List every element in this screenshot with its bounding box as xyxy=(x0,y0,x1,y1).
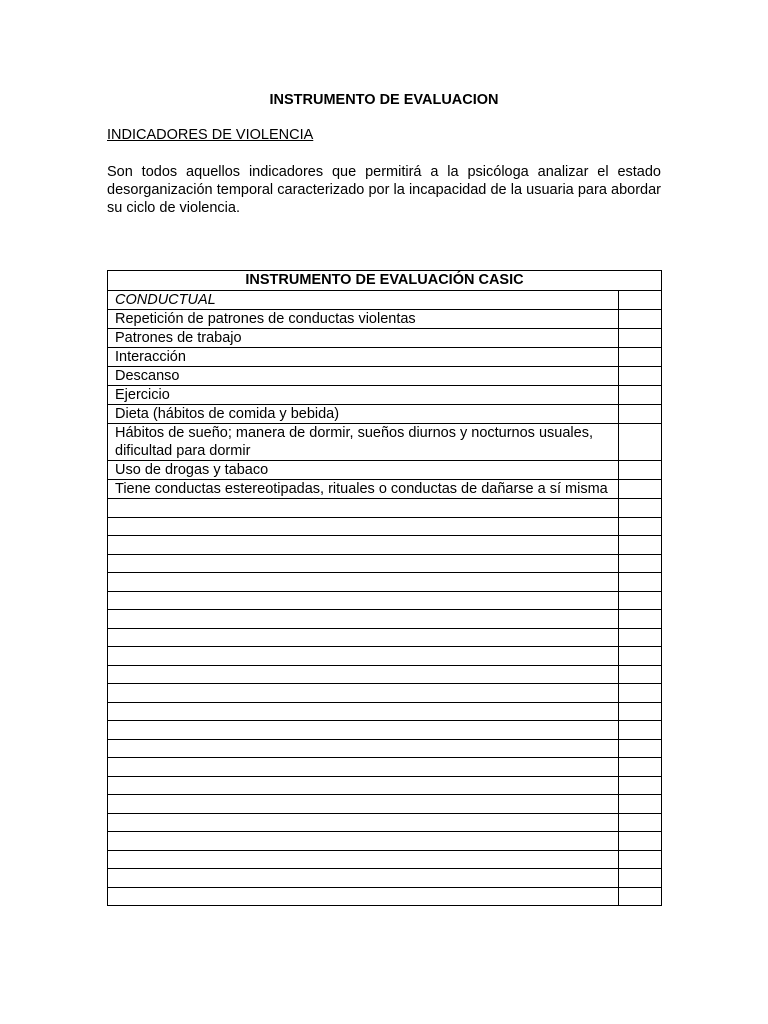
table-row xyxy=(108,367,662,386)
blank-label-cell[interactable] xyxy=(108,758,619,777)
blank-row xyxy=(108,739,662,758)
check-cell[interactable] xyxy=(618,348,661,367)
check-cell[interactable] xyxy=(618,776,661,795)
blank-row xyxy=(108,776,662,795)
check-cell[interactable] xyxy=(618,329,661,348)
blank-row xyxy=(108,702,662,721)
blank-label-cell[interactable] xyxy=(108,628,619,647)
blank-label-cell[interactable] xyxy=(108,665,619,684)
blank-label-cell[interactable] xyxy=(108,832,619,851)
check-cell[interactable] xyxy=(618,517,661,536)
check-cell[interactable] xyxy=(618,405,661,424)
check-cell[interactable] xyxy=(618,610,661,629)
indicator-label: Ejercicio xyxy=(108,386,619,405)
category-row xyxy=(108,291,662,310)
blank-label-cell[interactable] xyxy=(108,850,619,869)
table-row xyxy=(108,386,662,405)
check-cell[interactable] xyxy=(618,832,661,851)
blank-label-cell[interactable] xyxy=(108,684,619,703)
check-cell[interactable] xyxy=(618,665,661,684)
check-cell[interactable] xyxy=(618,536,661,555)
indicator-label: Uso de drogas y tabaco xyxy=(108,461,619,480)
table-row xyxy=(108,310,662,329)
blank-label-cell[interactable] xyxy=(108,739,619,758)
evaluation-table xyxy=(107,270,662,906)
check-cell[interactable] xyxy=(618,739,661,758)
blank-label-cell[interactable] xyxy=(108,813,619,832)
blank-row xyxy=(108,628,662,647)
indicator-label: Hábitos de sueño; manera de dormir, sueños diurnos y nocturnos usuales, dificultad para dormir xyxy=(108,424,619,461)
blank-row xyxy=(108,795,662,814)
table-row xyxy=(108,424,662,461)
check-cell[interactable] xyxy=(618,684,661,703)
intro-paragraph: Son todos aquellos indicadores que permitirá a la psicóloga analizar el estado desorganización temporal caracterizado por la incapacidad de la usuaria para abordar su ciclo de violencia. xyxy=(107,164,661,216)
blank-row xyxy=(108,499,662,518)
check-cell[interactable] xyxy=(618,573,661,592)
table-row xyxy=(108,329,662,348)
category-label: CONDUCTUAL xyxy=(108,291,619,310)
blank-row xyxy=(108,647,662,666)
check-cell[interactable] xyxy=(618,310,661,329)
check-cell[interactable] xyxy=(618,480,661,499)
blank-label-cell[interactable] xyxy=(108,573,619,592)
blank-row xyxy=(108,610,662,629)
indicator-label: Repetición de patrones de conductas violentas xyxy=(108,310,619,329)
check-cell[interactable] xyxy=(618,591,661,610)
blank-row xyxy=(108,813,662,832)
blank-label-cell[interactable] xyxy=(108,702,619,721)
check-cell[interactable] xyxy=(618,461,661,480)
indicator-label: Tiene conductas estereotipadas, rituales o conductas de dañarse a sí misma xyxy=(108,480,619,499)
blank-row xyxy=(108,869,662,888)
check-cell[interactable] xyxy=(618,647,661,666)
check-cell[interactable] xyxy=(618,721,661,740)
check-cell[interactable] xyxy=(618,869,661,888)
table-row xyxy=(108,480,662,499)
check-cell[interactable] xyxy=(618,850,661,869)
table-row xyxy=(108,348,662,367)
blank-row xyxy=(108,850,662,869)
blank-row xyxy=(108,721,662,740)
check-cell[interactable] xyxy=(618,367,661,386)
check-cell[interactable] xyxy=(618,887,661,906)
blank-label-cell[interactable] xyxy=(108,776,619,795)
check-cell[interactable] xyxy=(618,813,661,832)
blank-row xyxy=(108,517,662,536)
blank-label-cell[interactable] xyxy=(108,499,619,518)
check-cell[interactable] xyxy=(618,499,661,518)
indicator-label: Descanso xyxy=(108,367,619,386)
check-cell[interactable] xyxy=(618,424,661,461)
blank-label-cell[interactable] xyxy=(108,795,619,814)
blank-label-cell[interactable] xyxy=(108,610,619,629)
blank-label-cell[interactable] xyxy=(108,721,619,740)
indicator-label: Interacción xyxy=(108,348,619,367)
blank-row xyxy=(108,554,662,573)
blank-row xyxy=(108,887,662,906)
blank-row xyxy=(108,536,662,555)
blank-label-cell[interactable] xyxy=(108,554,619,573)
blank-row xyxy=(108,758,662,777)
check-cell[interactable] xyxy=(618,291,661,310)
blank-row xyxy=(108,591,662,610)
blank-row xyxy=(108,573,662,592)
check-cell[interactable] xyxy=(618,702,661,721)
table-header: INSTRUMENTO DE EVALUACIÓN CASIC xyxy=(108,271,662,291)
blank-label-cell[interactable] xyxy=(108,517,619,536)
blank-row xyxy=(108,832,662,851)
indicator-label: Dieta (hábitos de comida y bebida) xyxy=(108,405,619,424)
table-row xyxy=(108,461,662,480)
table-row xyxy=(108,405,662,424)
section-heading: INDICADORES DE VIOLENCIA xyxy=(107,127,314,143)
blank-label-cell[interactable] xyxy=(108,887,619,906)
check-cell[interactable] xyxy=(618,386,661,405)
document-title: INSTRUMENTO DE EVALUACION xyxy=(269,92,499,108)
blank-label-cell[interactable] xyxy=(108,536,619,555)
blank-label-cell[interactable] xyxy=(108,591,619,610)
blank-row xyxy=(108,684,662,703)
blank-label-cell[interactable] xyxy=(108,869,619,888)
check-cell[interactable] xyxy=(618,628,661,647)
blank-row xyxy=(108,665,662,684)
blank-label-cell[interactable] xyxy=(108,647,619,666)
check-cell[interactable] xyxy=(618,795,661,814)
check-cell[interactable] xyxy=(618,554,661,573)
check-cell[interactable] xyxy=(618,758,661,777)
indicator-label: Patrones de trabajo xyxy=(108,329,619,348)
